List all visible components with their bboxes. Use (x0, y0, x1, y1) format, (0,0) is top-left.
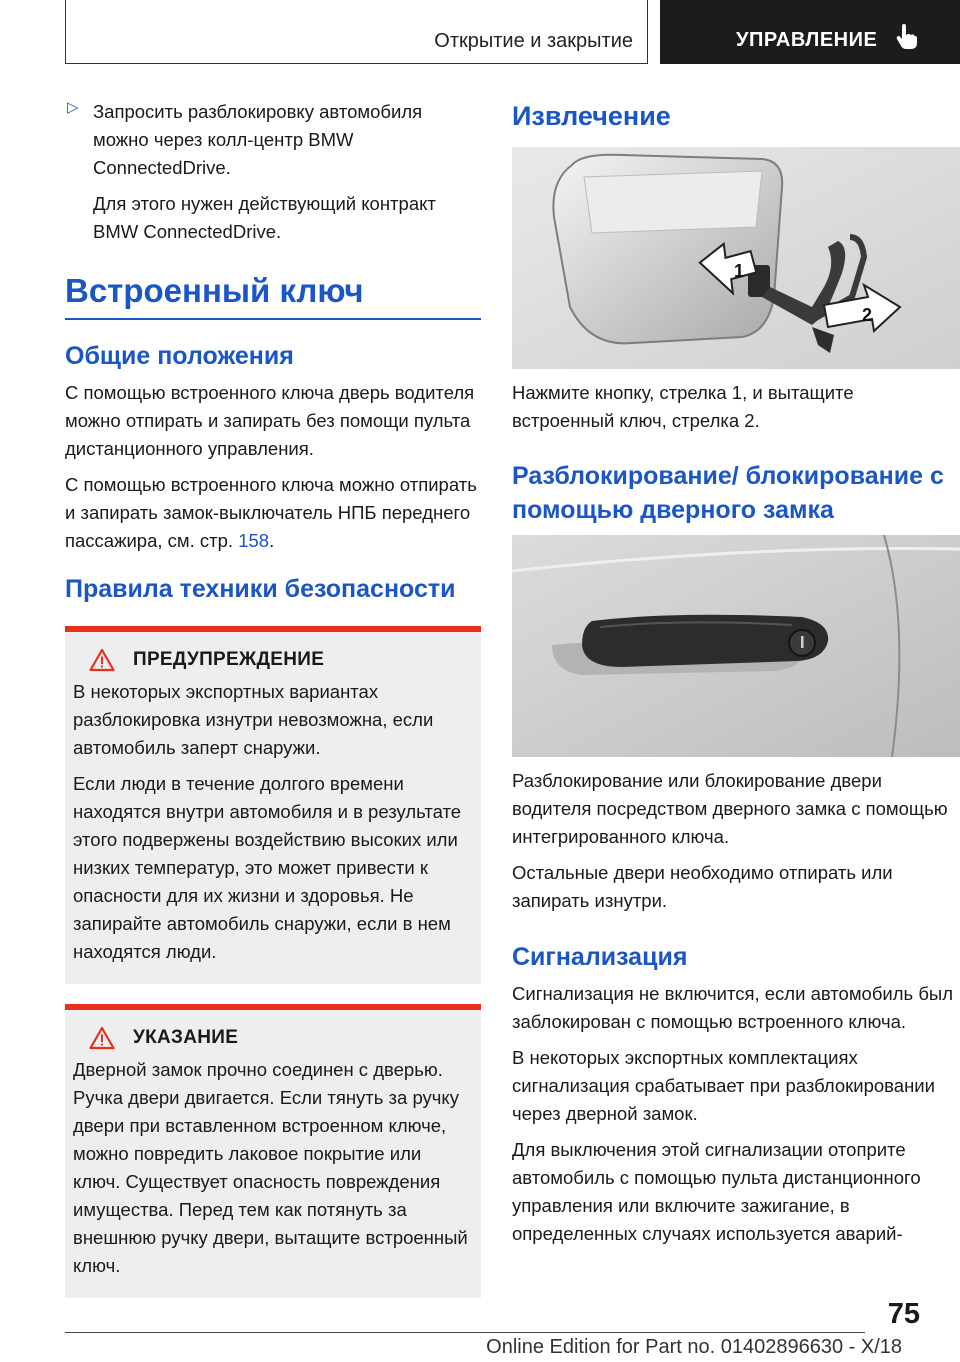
step-triangle-icon: ▷ (67, 99, 79, 116)
key-extraction-image (512, 147, 960, 369)
general-paragraph-2 (65, 471, 481, 555)
alarm-paragraph-1: Сигнализация не включится, если автомобиль был заблокирован с помощью встроенного ключа. (512, 983, 954, 1032)
step-text: Запросить разблокировку автомобиля можно через колл-центр BMW ConnectedDrive. (93, 101, 423, 178)
extraction-text: Нажмите кнопку, стрелка 1, и вытащите встроенный ключ, стрелка 2. (512, 382, 854, 431)
door-handle-image (512, 535, 960, 757)
arrow-2-label: 2 (862, 305, 873, 325)
section-label: УПРАВЛЕНИЕ (736, 29, 878, 51)
alarm-paragraph-3: Для выключения этой сигнализации отоприте автомобиль с помощью пульта дистанционного управления или включите зажигание, в определенных случаях используется аварий- (512, 1139, 921, 1244)
step-note: Для этого нужен действующий контракт BMW ConnectedDrive. (93, 193, 436, 242)
general-paragraph-2-end: . (269, 530, 275, 551)
warning-box (65, 626, 481, 984)
arrow-1-label: 1 (734, 261, 745, 281)
warning-paragraph-2: Если люди в течение долгого времени находятся внутри автомобиля и в результате этого подвержены воздействию высоких или низких температур, это может привести к опасности для их жизни и здоровья. Не запирайте автомобиль снаружи, если в нем находятся люди. (73, 773, 462, 962)
heading-safety: Правила техники безопасности (65, 575, 456, 603)
page-number: 75 (887, 1298, 920, 1330)
notice-title: УКАЗАНИЕ (133, 1027, 239, 1048)
warning-paragraph-1: В некоторых экспортных вариантах разблокировка изнутри невозможна, если автомобиль заперт снаружи. (73, 681, 434, 758)
chapter-title: Открытие и закрытие (434, 30, 633, 52)
heading-door-lock: Разблокирование/ блокирование с помощью дверного замка (512, 462, 944, 524)
section-tab (660, 0, 960, 64)
warning-triangle-icon (89, 648, 115, 672)
header-title-box (65, 0, 648, 64)
door-paragraph-1: Разблокирование или блокирование двери водителя посредством дверного замка с помощью интегрированного ключа. (512, 770, 948, 847)
notice-box (65, 1004, 481, 1298)
notice-triangle-icon (89, 1026, 115, 1050)
heading-general: Общие положения (65, 342, 294, 370)
general-paragraph-2-text: С помощью встроенного ключа можно отпирать и запирать замок-выключатель НПБ переднего пассажира, см. стр. (65, 474, 477, 551)
notice-paragraph: Дверной замок прочно соединен с дверью. Ручка двери двигается. Если тянуть за ручку двери при вставленном встроенном ключе, можно повредить лаковое покрытие или ключ. Существует опасность повреждения имущества. Перед тем как потянуть за внешнюю ручку двери, вытащите встроенный ключ. (73, 1059, 468, 1276)
footer-divider (65, 1332, 865, 1333)
instruction-step (65, 98, 481, 246)
footer-edition: Online Edition for Part no. 01402896630 - X/18 (486, 1336, 902, 1358)
warning-title: ПРЕДУПРЕЖДЕНИЕ (133, 649, 325, 670)
heading-alarm: Сигнализация (512, 943, 688, 971)
right-column (512, 98, 960, 1248)
alarm-paragraph-2: В некоторых экспортных комплектациях сигнализация срабатывает при разблокировании через дверной замок. (512, 1047, 935, 1124)
door-paragraph-2: Остальные двери необходимо отпирать или запирать изнутри. (512, 862, 893, 911)
heading-extraction: Извлечение (512, 101, 671, 131)
hand-pointer-icon (896, 24, 918, 55)
general-paragraph-1: С помощью встроенного ключа дверь водителя можно отпирать и запирать без помощи пульта дистанционного управления. (65, 382, 475, 459)
left-column (65, 98, 481, 1298)
section-heading-integrated-key: Встроенный ключ (65, 272, 481, 320)
page-link-158[interactable]: 158 (238, 530, 270, 551)
